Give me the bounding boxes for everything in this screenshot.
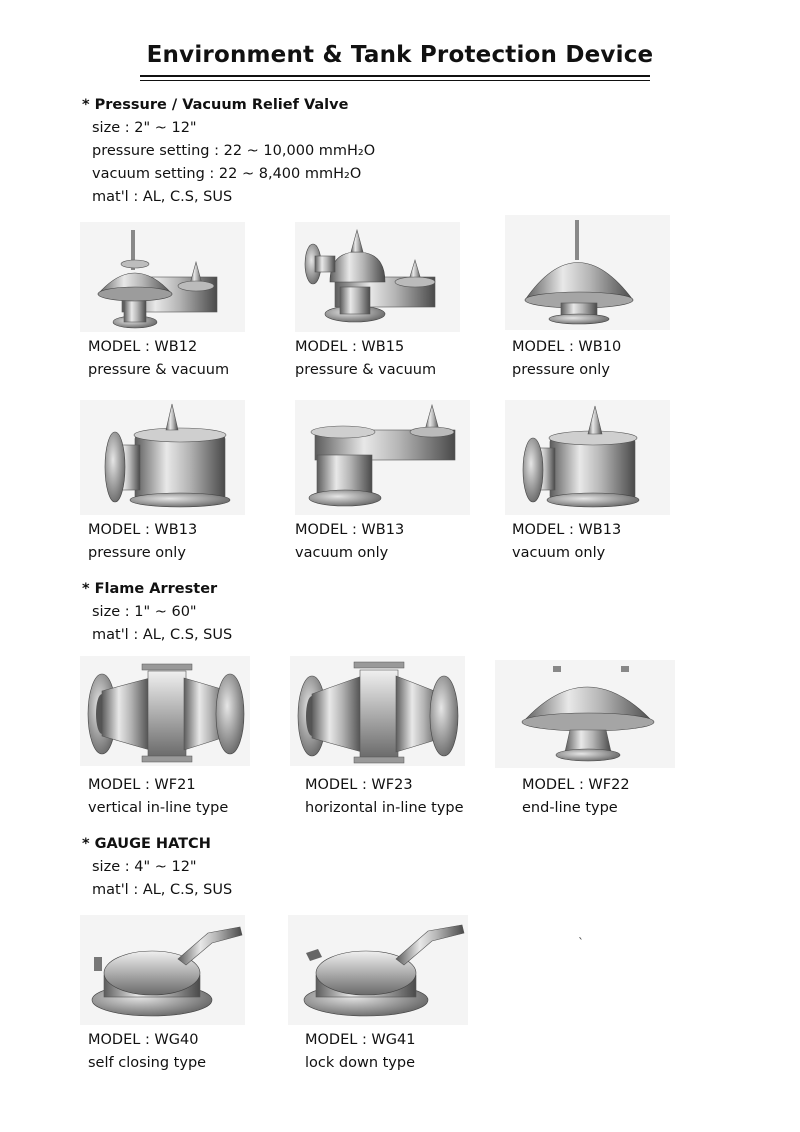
product-image-wb12 — [80, 222, 245, 332]
section-heading-gauge-hatch: * GAUGE HATCH — [82, 836, 211, 852]
spec-size: size : 1" ~ 60" — [92, 604, 197, 620]
model-label: MODEL : WB12 — [88, 339, 198, 355]
model-label: MODEL : WB13 — [512, 522, 622, 538]
spec-pressure-setting: pressure setting : 22 ~ 10,000 mmH₂O — [92, 143, 376, 159]
model-description: pressure only — [88, 545, 186, 561]
spec-size: size : 4" ~ 12" — [92, 859, 197, 875]
spec-material: mat'l : AL, C.S, SUS — [92, 882, 233, 898]
model-description: lock down type — [305, 1055, 416, 1071]
product-image-wb13-vacuum-2 — [505, 400, 670, 515]
product-image-wf22 — [495, 660, 675, 768]
stray-mark: ` — [578, 936, 584, 950]
model-label: MODEL : WB15 — [295, 339, 405, 355]
product-caption-wb13-vacuum-2 — [512, 519, 621, 565]
product-image-wb13-vacuum — [295, 400, 470, 515]
product-caption-wb15 — [295, 336, 436, 382]
section-heading-relief-valve: * Pressure / Vacuum Relief Valve — [82, 97, 349, 113]
product-image-wf21 — [80, 656, 250, 766]
spec-material: mat'l : AL, C.S, SUS — [92, 627, 233, 643]
spec-size: size : 2" ~ 12" — [92, 120, 197, 136]
model-label: MODEL : WF23 — [305, 777, 413, 793]
model-description: end-line type — [522, 800, 618, 816]
product-caption-wf21 — [88, 774, 228, 820]
title-underline-thin — [140, 80, 650, 81]
product-caption-wg41 — [305, 1029, 415, 1075]
model-label: MODEL : WF21 — [88, 777, 196, 793]
product-caption-wb13-vacuum — [295, 519, 404, 565]
model-description: horizontal in-line type — [305, 800, 464, 816]
product-image-wb13-pressure — [80, 400, 245, 515]
product-caption-wg40 — [88, 1029, 206, 1075]
title-underline — [140, 75, 650, 77]
product-image-wb10 — [505, 215, 670, 330]
product-caption-wb10 — [512, 336, 621, 382]
model-description: vacuum only — [512, 545, 606, 561]
product-image-wg41 — [288, 915, 468, 1025]
page-title: Environment & Tank Protection Device — [146, 42, 654, 68]
model-label: MODEL : WB13 — [295, 522, 405, 538]
product-image-wf23 — [290, 656, 465, 766]
model-label: MODEL : WB13 — [88, 522, 198, 538]
product-image-wb15 — [295, 222, 460, 332]
product-caption-wf22 — [522, 774, 630, 820]
model-description: pressure only — [512, 362, 610, 378]
relief-valve-specs — [92, 117, 375, 209]
model-description: self closing type — [88, 1055, 207, 1071]
product-caption-wb12 — [88, 336, 229, 382]
spec-material: mat'l : AL, C.S, SUS — [92, 189, 233, 205]
model-description: pressure & vacuum — [88, 362, 230, 378]
model-description: vacuum only — [295, 545, 389, 561]
product-caption-wb13-pressure — [88, 519, 197, 565]
model-description: vertical in-line type — [88, 800, 229, 816]
model-label: MODEL : WG40 — [88, 1032, 199, 1048]
model-label: MODEL : WG41 — [305, 1032, 416, 1048]
gauge-hatch-specs — [92, 856, 232, 902]
model-label: MODEL : WB10 — [512, 339, 622, 355]
model-description: pressure & vacuum — [295, 362, 437, 378]
spec-vacuum-setting: vacuum setting : 22 ~ 8,400 mmH₂O — [92, 166, 362, 182]
flame-arrester-specs — [92, 601, 232, 647]
section-heading-flame-arrester: * Flame Arrester — [82, 581, 218, 597]
product-image-wg40 — [80, 915, 245, 1025]
model-label: MODEL : WF22 — [522, 777, 630, 793]
product-caption-wf23 — [305, 774, 464, 820]
